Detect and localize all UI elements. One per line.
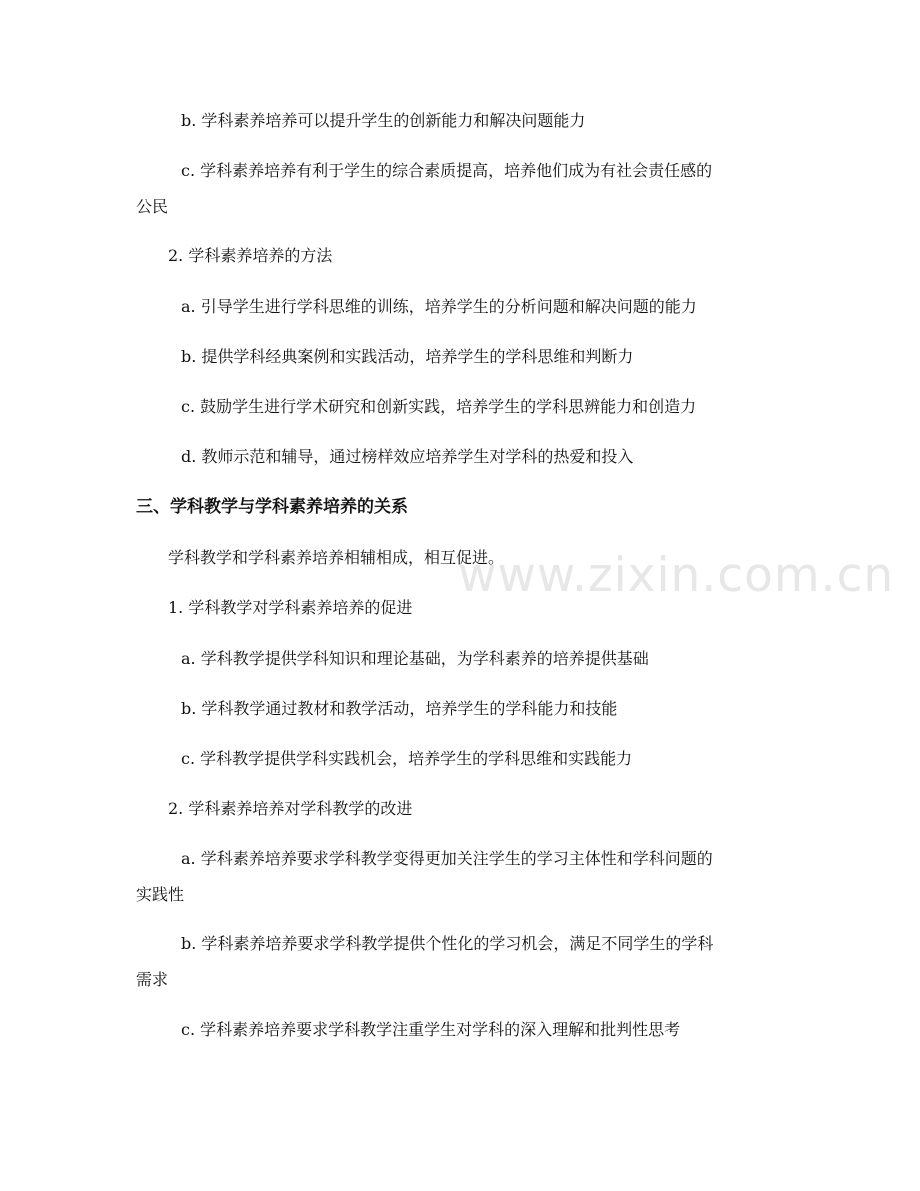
section-heading-relationship: 三、学科教学与学科素养培养的关系 bbox=[136, 497, 408, 517]
list-item-a-method-thinking: a. 引导学生进行学科思维的训练，培养学生的分析问题和解决问题的能力 bbox=[181, 297, 697, 316]
list-item-c-teaching-practice: c. 学科教学提供学科实践机会，培养学生的学科思维和实践能力 bbox=[181, 749, 633, 768]
paragraph-intro: 学科教学和学科素养培养相辅相成，相互促进。 bbox=[168, 548, 505, 567]
subsection-title-literacy-improves: 2. 学科素养培养对学科教学的改进 bbox=[168, 799, 413, 818]
watermark: www.zixin.com.cn bbox=[458, 548, 895, 603]
list-item-b-improve-personalized-continued: 需求 bbox=[136, 970, 169, 989]
list-item-c-benefit-quality-continued: 公民 bbox=[136, 197, 169, 216]
subsection-title-teaching-promotes: 1. 学科教学对学科素养培养的促进 bbox=[168, 598, 413, 617]
subsection-title-methods: 2. 学科素养培养的方法 bbox=[168, 246, 333, 265]
list-item-b-improve-personalized: b. 学科素养培养要求学科教学提供个性化的学习机会，满足不同学生的学科 bbox=[181, 934, 714, 953]
list-item-a-improve-focus-continued: 实践性 bbox=[136, 885, 185, 904]
list-item-d-method-teacher: d. 教师示范和辅导，通过榜样效应培养学生对学科的热爱和投入 bbox=[181, 447, 634, 466]
list-item-b-benefit-innovation: b. 学科素养培养可以提升学生的创新能力和解决问题能力 bbox=[181, 111, 586, 130]
list-item-b-teaching-activities: b. 学科教学通过教材和教学活动，培养学生的学科能力和技能 bbox=[181, 699, 618, 718]
list-item-c-benefit-quality: c. 学科素养培养有利于学生的综合素质提高，培养他们成为有社会责任感的 bbox=[181, 161, 713, 180]
list-item-a-improve-focus: a. 学科素养培养要求学科教学变得更加关注学生的学习主体性和学科问题的 bbox=[181, 849, 713, 868]
list-item-b-method-cases: b. 提供学科经典案例和实践活动，培养学生的学科思维和判断力 bbox=[181, 347, 634, 366]
list-item-a-teaching-knowledge: a. 学科教学提供学科知识和理论基础，为学科素养的培养提供基础 bbox=[181, 649, 649, 668]
list-item-c-method-research: c. 鼓励学生进行学术研究和创新实践，培养学生的学科思辨能力和创造力 bbox=[181, 397, 697, 416]
list-item-c-improve-understanding: c. 学科素养培养要求学科教学注重学生对学科的深入理解和批判性思考 bbox=[181, 1020, 681, 1039]
